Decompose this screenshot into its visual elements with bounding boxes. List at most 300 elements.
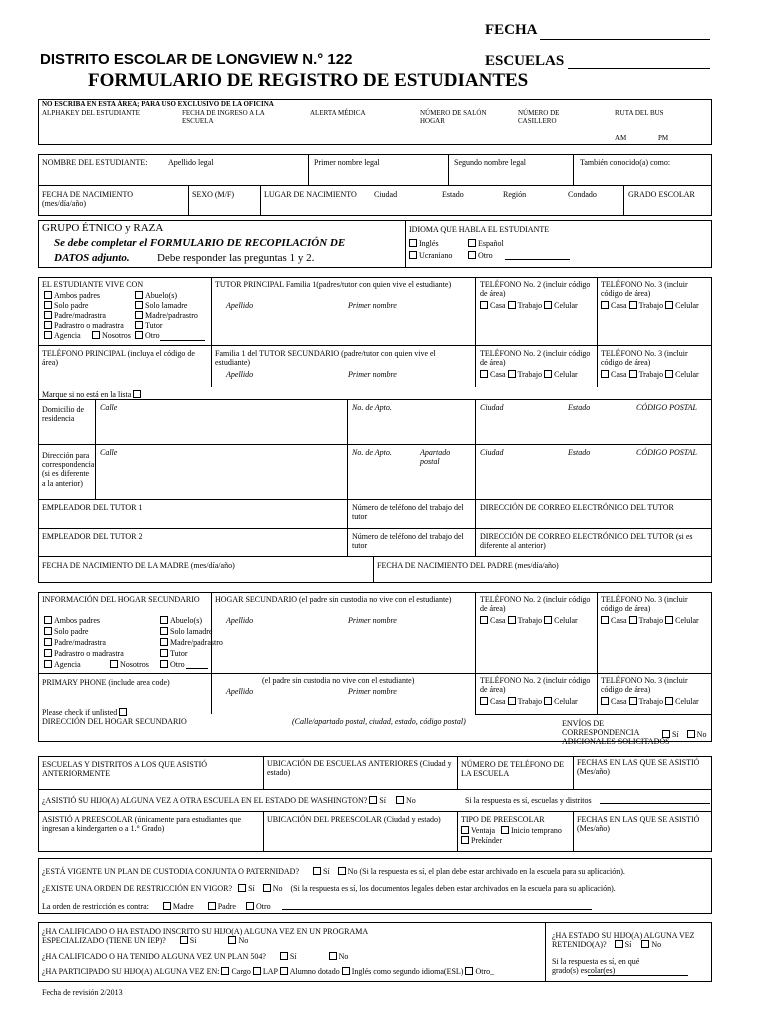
lives-opt10[interactable] <box>92 331 131 340</box>
second-home-title: INFORMACIÓN DEL HOGAR SECUNDARIO <box>42 595 200 604</box>
sh-opt1[interactable] <box>44 616 100 625</box>
tel2-type[interactable] <box>480 301 578 310</box>
checkbox-icon[interactable] <box>44 291 52 299</box>
option-label: Padre <box>217 902 236 911</box>
divider <box>373 556 374 583</box>
primer-nombre-legal[interactable]: Primer nombre legal <box>314 158 380 167</box>
lives-opt6[interactable] <box>135 311 198 320</box>
domicilio-calle[interactable]: Calle <box>100 403 118 412</box>
checkbox-icon[interactable] <box>601 697 609 705</box>
option-label: LAP <box>262 967 278 976</box>
lives-opt2[interactable] <box>135 291 177 300</box>
checkbox-icon[interactable] <box>135 291 143 299</box>
option-label: ¿EXISTE UNA ORDEN DE RESTRICCIÓN EN VIGOR? <box>42 884 233 893</box>
divider <box>573 811 574 852</box>
checkbox-icon[interactable] <box>342 967 350 975</box>
option-label: Sí <box>189 936 197 946</box>
option-label: Inglés como segundo idioma(ESL) <box>351 967 464 976</box>
salon-label: NÚMERO DE SALÓN HOGAR <box>420 109 487 126</box>
direccion-apartado[interactable]: Apartado postal <box>420 448 451 467</box>
option-label: Ambos padres <box>54 616 100 625</box>
option-label: Sí <box>289 952 297 961</box>
option-label: Inglés <box>419 239 439 248</box>
option-label: Padrastro o madrastra <box>54 321 124 330</box>
checkbox-icon[interactable] <box>135 311 143 319</box>
retenido-q[interactable] <box>552 931 709 949</box>
lives-opt4[interactable] <box>135 301 187 310</box>
checkbox-icon[interactable] <box>629 697 637 705</box>
option-label: Celular <box>554 301 578 310</box>
option-label: No <box>338 952 349 961</box>
checkbox-icon[interactable] <box>246 902 254 910</box>
checkbox-icon[interactable] <box>160 627 168 635</box>
student-name-label: NOMBRE DEL ESTUDIANTE: <box>42 158 148 167</box>
telefono-escuela[interactable]: NÚMERO DE TELÉFONO DE LA ESCUELA <box>461 760 565 779</box>
checkbox-icon[interactable] <box>263 884 271 892</box>
washington-question[interactable] <box>42 796 416 805</box>
checkbox-icon[interactable] <box>208 902 216 910</box>
option-label: Otro <box>145 331 160 340</box>
domicilio-postal[interactable]: CÓDIGO POSTAL <box>636 403 697 412</box>
option-label: Tutor <box>145 321 163 330</box>
option-label: Ambos padres <box>54 291 100 300</box>
escuelas-field[interactable] <box>568 68 710 69</box>
sh2-tel3-type[interactable] <box>601 697 699 706</box>
checkbox-icon[interactable] <box>160 638 168 646</box>
checkbox-icon[interactable] <box>228 936 236 944</box>
checkbox-icon[interactable] <box>465 967 473 975</box>
option-label: Madre <box>172 902 194 911</box>
checkbox-icon[interactable] <box>160 649 168 657</box>
checkbox-icon[interactable] <box>629 370 637 378</box>
domicilio-estado[interactable]: Estado <box>568 403 591 412</box>
checkbox-icon[interactable] <box>544 616 552 624</box>
checkbox-icon[interactable] <box>44 616 52 624</box>
divider <box>448 154 449 185</box>
apellido-legal[interactable]: Apellido legal <box>168 158 214 167</box>
sh-tel2-label: TELÉFONO No. 2 (incluir código de área) <box>480 595 591 614</box>
option-label: ¿ESTÁ VIGENTE UN PLAN DE CUSTODIA CONJUNTA O PATERNIDAD? <box>42 867 299 876</box>
checkbox-icon[interactable] <box>44 627 52 635</box>
option-label: Marque si no está en la lista <box>42 390 132 399</box>
checkbox-icon[interactable] <box>280 967 288 975</box>
checkbox-icon[interactable] <box>480 370 488 378</box>
direccion-estado[interactable]: Estado <box>568 448 591 457</box>
padre-dob-label[interactable]: FECHA DE NACIMIENTO DEL PADRE (mes/día/año) <box>377 561 559 570</box>
option-label: ¿ASISTIÓ SU HIJO(A) ALGUNA VEZ A OTRA ESCUELA EN EL ESTADO DE WASHINGTON? <box>42 796 368 805</box>
option-label: ¿HA CALIFICADO O HA ESTADO INSCRITO SU HIJO(A) ALGUNA VEZ EN UN PROGRAMA ESPECIALIZADO (TIENE UN IEP)? <box>42 927 368 946</box>
divider <box>211 592 212 714</box>
checkbox-icon[interactable] <box>501 826 509 834</box>
direccion-postal[interactable]: CÓDIGO POSTAL <box>636 448 697 457</box>
option-label: Trabajo <box>517 301 543 310</box>
option-label: No <box>238 936 249 946</box>
num-trabajo2-label[interactable]: Número de teléfono del trabajo del tutor <box>352 532 464 551</box>
ciudad-label[interactable]: Ciudad <box>374 190 398 199</box>
checkbox-icon[interactable] <box>665 301 673 309</box>
checkbox-icon[interactable] <box>280 952 288 960</box>
divider <box>475 592 476 714</box>
lang-otro[interactable] <box>468 251 493 260</box>
madre-dob-label[interactable]: FECHA DE NACIMIENTO DE LA MADRE (mes/día/año) <box>42 561 235 570</box>
divider <box>38 499 712 500</box>
checkbox-icon[interactable] <box>409 239 417 247</box>
option-label: (Si la respuesta es sí, el plan debe estar archivado en la escuela para su aplicación). <box>359 867 625 876</box>
checkbox-icon[interactable] <box>641 940 649 948</box>
option-label: Prekínder <box>471 836 503 845</box>
checkbox-icon[interactable] <box>508 370 516 378</box>
condado-label[interactable]: Condado <box>568 190 597 199</box>
checkbox-icon[interactable] <box>44 311 52 319</box>
programs-q3[interactable] <box>42 967 494 976</box>
divider <box>545 922 546 982</box>
divider <box>475 714 712 715</box>
option-label: Casa <box>611 301 627 310</box>
sh2-primer[interactable]: Primer nombre <box>348 687 397 696</box>
divider <box>457 811 458 852</box>
lives-opt8[interactable] <box>135 321 163 330</box>
option-label: Solo lamadre <box>170 627 213 636</box>
option-label: Trabajo <box>517 370 543 379</box>
ubicacion-anteriores[interactable]: UBICACIÓN DE ESCUELAS ANTERIORES (Ciudad y estado) <box>267 759 452 778</box>
programs-q1[interactable] <box>42 927 402 945</box>
option-label: Casa <box>490 616 506 625</box>
tipo-preescolar: TIPO DE PREESCOLAR <box>461 815 545 824</box>
checkbox-icon[interactable] <box>338 867 346 875</box>
option-label: Casa <box>611 370 627 379</box>
checkbox-icon[interactable] <box>461 836 469 844</box>
alphakey-label: ALPHAKEY DEL ESTUDIANTE <box>42 109 140 117</box>
lugar-label: LUGAR DE NACIMIENTO <box>264 190 357 199</box>
option-label: Solo padre <box>54 301 89 310</box>
checkbox-icon[interactable] <box>44 660 52 668</box>
sh-opt11[interactable] <box>160 660 185 669</box>
divider <box>623 185 624 216</box>
custody-q2[interactable] <box>42 884 616 893</box>
checkbox-icon[interactable] <box>329 952 337 960</box>
tutor-apellido[interactable]: Apellido <box>226 301 254 310</box>
checkbox-icon[interactable] <box>480 301 488 309</box>
sexo-label[interactable]: SEXO (M/F) <box>192 190 235 199</box>
ethnic-line1: Se debe completar el FORMULARIO DE RECOPILACIÓN DE <box>54 237 346 249</box>
direccion-label: Dirección para correspondencia (si es diferente a la anterior) <box>42 451 95 488</box>
divider <box>475 277 476 387</box>
divider <box>188 185 189 216</box>
lives-otro-field[interactable] <box>160 340 205 341</box>
option-label: (Si la respuesta es sí, los documentos legales deben estar archivados en la escuela para su aplicación). <box>290 884 616 893</box>
option-label: Otro <box>478 251 493 260</box>
option-label: Trabajo <box>517 616 543 625</box>
option-label: Agencia <box>54 660 81 669</box>
ethnic-line2b: Debe responder las preguntas 1 y 2. <box>157 252 315 264</box>
checkbox-icon[interactable] <box>119 708 127 716</box>
district-title: DISTRITO ESCOLAR DE LONGVIEW N.° 122 <box>40 51 353 68</box>
tel3-type-b[interactable] <box>601 370 699 379</box>
checkbox-icon[interactable] <box>44 301 52 309</box>
tutor2-primer[interactable]: Primer nombre <box>348 370 397 379</box>
sh-otro-field[interactable] <box>186 668 208 669</box>
checkbox-icon[interactable] <box>369 796 377 804</box>
sh-opt5[interactable] <box>44 638 106 647</box>
region-label[interactable]: Región <box>503 190 527 199</box>
segundo-nombre-legal[interactable]: Segundo nombre legal <box>454 158 526 167</box>
checkbox-icon[interactable] <box>665 616 673 624</box>
tipo-prekinder[interactable] <box>461 836 502 845</box>
checkbox-icon[interactable] <box>44 649 52 657</box>
option-label: Casa <box>611 616 627 625</box>
checkbox-icon[interactable] <box>160 616 168 624</box>
option-label: Otro_ <box>475 967 495 976</box>
custodia-note: (el padre sin custodia no vive con el estudiante) <box>262 676 415 685</box>
option-label: Trabajo <box>638 370 664 379</box>
ruta-label: RUTA DEL BUS <box>615 109 664 117</box>
checkbox-icon[interactable] <box>544 370 552 378</box>
option-label: ¿HA PARTICIPADO SU HIJO(A) ALGUNA VEZ EN: <box>42 967 220 976</box>
sh-opt7[interactable] <box>44 649 124 658</box>
checkbox-icon[interactable] <box>601 370 609 378</box>
checkbox-icon[interactable] <box>544 697 552 705</box>
checkbox-icon[interactable] <box>665 697 673 705</box>
checkbox-icon[interactable] <box>461 826 469 834</box>
option-label: Ucraniano <box>419 251 453 260</box>
tutor-principal-label: TUTOR PRINCIPAL Familia 1(padres/tutor con quien vive el estudiante) <box>215 280 452 289</box>
option-label: Otro <box>255 902 271 911</box>
tel-principal-label: TELÉFONO PRINCIPAL (incluya el código de área) <box>42 349 195 368</box>
tutor-primer[interactable]: Primer nombre <box>348 301 397 310</box>
checkbox-icon[interactable] <box>92 331 100 339</box>
direccion-calle[interactable]: Calle <box>100 448 118 457</box>
divider <box>38 345 712 346</box>
option-label: Celular <box>554 697 578 706</box>
sh-opt4[interactable] <box>160 627 212 636</box>
checkbox-icon[interactable] <box>468 251 476 259</box>
checkbox-icon[interactable] <box>396 796 404 804</box>
idioma-label: IDIOMA QUE HABLA EL ESTUDIANTE <box>409 225 550 234</box>
ubicacion-preescolar[interactable]: UBICACIÓN DEL PREESCOLAR (Ciudad y estado) <box>267 815 441 824</box>
fechas-asistio[interactable]: FECHAS EN LAS QUE SE ASISTIÓ (Mes/año) <box>577 758 700 777</box>
tipo-opts[interactable] <box>461 826 562 835</box>
checkbox-icon[interactable] <box>110 660 118 668</box>
lang-ucraniano[interactable] <box>409 251 452 260</box>
checkbox-icon[interactable] <box>180 936 188 944</box>
sh2-tel3-label: TELÉFONO No. 3 (incluir código de área) <box>601 676 688 695</box>
option-label: Tutor <box>170 649 188 658</box>
divider <box>573 154 574 185</box>
checkbox-icon[interactable] <box>629 616 637 624</box>
checkbox-icon[interactable] <box>135 301 143 309</box>
lang-ingles[interactable] <box>409 239 439 248</box>
lang-espanol[interactable] <box>468 239 504 248</box>
option-label: Madre/padrastro <box>170 638 223 647</box>
option-label: Ventaja <box>471 826 495 835</box>
lives-opt11[interactable] <box>135 331 160 340</box>
tel3-label: TELÉFONO No. 3 (incluir código de área) <box>601 280 688 299</box>
option-label: Agencia <box>54 331 81 340</box>
direccion-hogar-label[interactable]: DIRECCIÓN DEL HOGAR SECUNDARIO <box>42 717 187 726</box>
divider <box>597 277 598 387</box>
checkbox-icon[interactable] <box>544 301 552 309</box>
sh2-apellido[interactable]: Apellido <box>226 687 254 696</box>
checkbox-icon[interactable] <box>629 301 637 309</box>
form-title: FORMULARIO DE REGISTRO DE ESTUDIANTES <box>88 70 529 91</box>
preescolar-label[interactable]: ASISTIÓ A PREESCOLAR (únicamente para estudiantes que ingresan a kindergarten o a 1.° Grado) <box>42 815 242 834</box>
checkbox-icon[interactable] <box>44 331 52 339</box>
divider <box>38 444 712 445</box>
checkbox-icon[interactable] <box>615 940 623 948</box>
option-label: Abuelo(s) <box>145 291 177 300</box>
tel2-label: TELÉFONO No. 2 (incluir código de área) <box>480 280 591 299</box>
envios-options[interactable] <box>662 730 706 739</box>
escuelas-label: ESCUELAS <box>485 53 565 69</box>
direccion-ciudad[interactable]: Ciudad <box>480 448 504 457</box>
checkbox-icon[interactable] <box>135 331 143 339</box>
checkbox-icon[interactable] <box>44 321 52 329</box>
si-respuesta-field[interactable] <box>600 803 710 804</box>
lives-opt3[interactable] <box>44 301 88 310</box>
domicilio-apto[interactable]: No. de Apto. <box>352 403 392 412</box>
sh-primer[interactable]: Primer nombre <box>348 616 397 625</box>
sh-tel3-label: TELÉFONO No. 3 (incluir código de área) <box>601 595 688 614</box>
checkbox-icon[interactable] <box>601 301 609 309</box>
envios-label: ENVÍOS DE CORRESPONDENCIA ADICIONALES SOLICITADOS <box>562 719 670 747</box>
option-label: Padrastro o madrastra <box>54 649 124 658</box>
option-label: Celular <box>554 370 578 379</box>
checkbox-icon[interactable] <box>508 301 516 309</box>
lives-opt1[interactable] <box>44 291 100 300</box>
option-label: Solo lamadre <box>145 301 188 310</box>
estado-label[interactable]: Estado <box>442 190 464 199</box>
divider <box>308 154 309 185</box>
checkbox-icon[interactable] <box>163 902 171 910</box>
marque-unlisted[interactable] <box>42 390 143 399</box>
empleador1-label[interactable]: EMPLEADOR DEL TUTOR 1 <box>42 503 143 512</box>
sh-opt3[interactable] <box>44 627 88 636</box>
tel3-type[interactable] <box>601 301 699 310</box>
divider <box>573 756 574 789</box>
option-label: Trabajo <box>638 301 664 310</box>
tambien-conocido[interactable]: También conocido(a) como: <box>580 158 671 167</box>
sh2-tel2-type[interactable] <box>480 697 578 706</box>
checkbox-icon[interactable] <box>687 730 695 738</box>
option-label: Casa <box>611 697 627 706</box>
empleador2-label[interactable]: EMPLEADOR DEL TUTOR 2 <box>42 532 143 541</box>
checkbox-icon[interactable] <box>221 967 229 975</box>
sh-tel2-type[interactable] <box>480 616 578 625</box>
sh-opt9[interactable] <box>44 660 81 669</box>
option-label: Casa <box>490 370 506 379</box>
divider <box>405 220 406 268</box>
lives-opt7[interactable] <box>44 321 124 330</box>
checkbox-icon[interactable] <box>662 730 670 738</box>
custody-q1[interactable] <box>42 867 625 876</box>
fechas-preescolar[interactable]: FECHAS EN LAS QUE SE ASISTIÓ (Mes/año) <box>577 815 700 834</box>
option-label: Casa <box>490 301 506 310</box>
sh-apellido[interactable]: Apellido <box>226 616 254 625</box>
checkbox-icon[interactable] <box>601 616 609 624</box>
divider <box>263 756 264 789</box>
checkbox-icon[interactable] <box>238 884 246 892</box>
option-label: Padre/madrastra <box>54 638 106 647</box>
option-label: ¿HA CALIFICADO O HA TENIDO ALGUNA VEZ UN PLAN 504? <box>42 952 266 961</box>
option-label: Solo padre <box>54 627 89 636</box>
checkbox-icon[interactable] <box>135 321 143 329</box>
option-label: Celular <box>675 616 699 625</box>
checkbox-icon[interactable] <box>480 697 488 705</box>
num-trabajo1-label[interactable]: Número de teléfono del trabajo del tutor <box>352 503 464 522</box>
fecha-field[interactable] <box>540 39 710 40</box>
calle-hint: (Calle/apartado postal, ciudad, estado, código postal) <box>292 717 466 726</box>
revision-date: Fecha de revisión 2/2013 <box>42 988 123 997</box>
checkbox-icon[interactable] <box>160 660 168 668</box>
escuelas-anteriores[interactable]: ESCUELAS Y DISTRITOS A LOS QUE ASISTIÓ ANTERIORMENTE <box>42 760 208 779</box>
option-label: Nosotros <box>102 331 131 340</box>
divider <box>38 811 712 812</box>
grado-label[interactable]: GRADO ESCOLAR <box>628 190 695 199</box>
direccion-apto[interactable]: No. de Apto. <box>352 448 392 457</box>
birth-date-label[interactable]: FECHA DE NACIMIENTO (mes/día/año) <box>42 190 133 209</box>
checkbox-icon[interactable] <box>665 370 673 378</box>
custody-orden[interactable] <box>42 902 271 911</box>
sh-tel3-type[interactable] <box>601 616 699 625</box>
tel3-label-b: TELÉFONO No. 3 (incluir código de área) <box>601 349 688 368</box>
checkbox-icon[interactable] <box>508 616 516 624</box>
retenido-grado-field[interactable] <box>588 975 688 976</box>
divider <box>38 556 712 557</box>
checkbox-icon[interactable] <box>468 239 476 247</box>
checkbox-icon[interactable] <box>409 251 417 259</box>
office-notice: NO ESCRIBA EN ESTA ÁREA; PARA USO EXCLUSIVO DE LA OFICINA <box>42 100 274 108</box>
checkbox-icon[interactable] <box>480 616 488 624</box>
primary-phone-label[interactable]: PRIMARY PHONE (include area code) <box>42 678 170 687</box>
correo1-label[interactable]: DIRECCIÓN DE CORREO ELECTRÓNICO DEL TUTOR <box>480 503 674 512</box>
checkbox-icon[interactable] <box>133 390 141 398</box>
am-label: AM <box>615 134 627 142</box>
checkbox-icon[interactable] <box>253 967 261 975</box>
divider <box>211 277 212 387</box>
option-label: Nosotros <box>120 660 149 669</box>
custody-otro-field[interactable] <box>282 909 592 910</box>
sh-opt8[interactable] <box>160 649 188 658</box>
option-label: Español <box>478 239 504 248</box>
ethnic-line2a: DATOS adjunto. <box>54 252 130 264</box>
otro-lang-field[interactable] <box>505 259 570 260</box>
lives-opt5[interactable] <box>44 311 106 320</box>
checkbox-icon[interactable] <box>508 697 516 705</box>
divider <box>38 673 712 674</box>
option-label: Cargo <box>231 967 251 976</box>
domicilio-ciudad[interactable]: Ciudad <box>480 403 504 412</box>
hogar-secundario-label: HOGAR SECUNDARIO (el padre sin custodia no vive con el estudiante) <box>215 595 452 604</box>
tutor2-apellido[interactable]: Apellido <box>226 370 254 379</box>
divider <box>457 756 458 789</box>
retenido-grado[interactable]: Si la respuesta es sí, en qué grado(s) escolar(es) <box>552 957 640 976</box>
lives-with-title: EL ESTUDIANTE VIVE CON <box>42 280 144 289</box>
option-label: Padre/madrastra <box>54 311 106 320</box>
sh-opt6[interactable] <box>160 638 223 647</box>
sh-opt10[interactable] <box>110 660 149 669</box>
lives-opt9[interactable] <box>44 331 81 340</box>
correo2-label[interactable]: DIRECCIÓN DE CORREO ELECTRÓNICO DEL TUTOR (si es diferente al anterior) <box>480 532 693 551</box>
programs-q2[interactable] <box>42 952 348 961</box>
sh-opt2[interactable] <box>160 616 202 625</box>
fecha-ingreso-label: FECHA DE INGRESO A LA ESCUELA <box>182 109 265 126</box>
checkbox-icon[interactable] <box>313 867 321 875</box>
please-check[interactable] <box>42 708 129 717</box>
divider <box>95 399 96 499</box>
option-label: Trabajo <box>638 616 664 625</box>
checkbox-icon[interactable] <box>44 638 52 646</box>
tel2-type-b[interactable] <box>480 370 578 379</box>
